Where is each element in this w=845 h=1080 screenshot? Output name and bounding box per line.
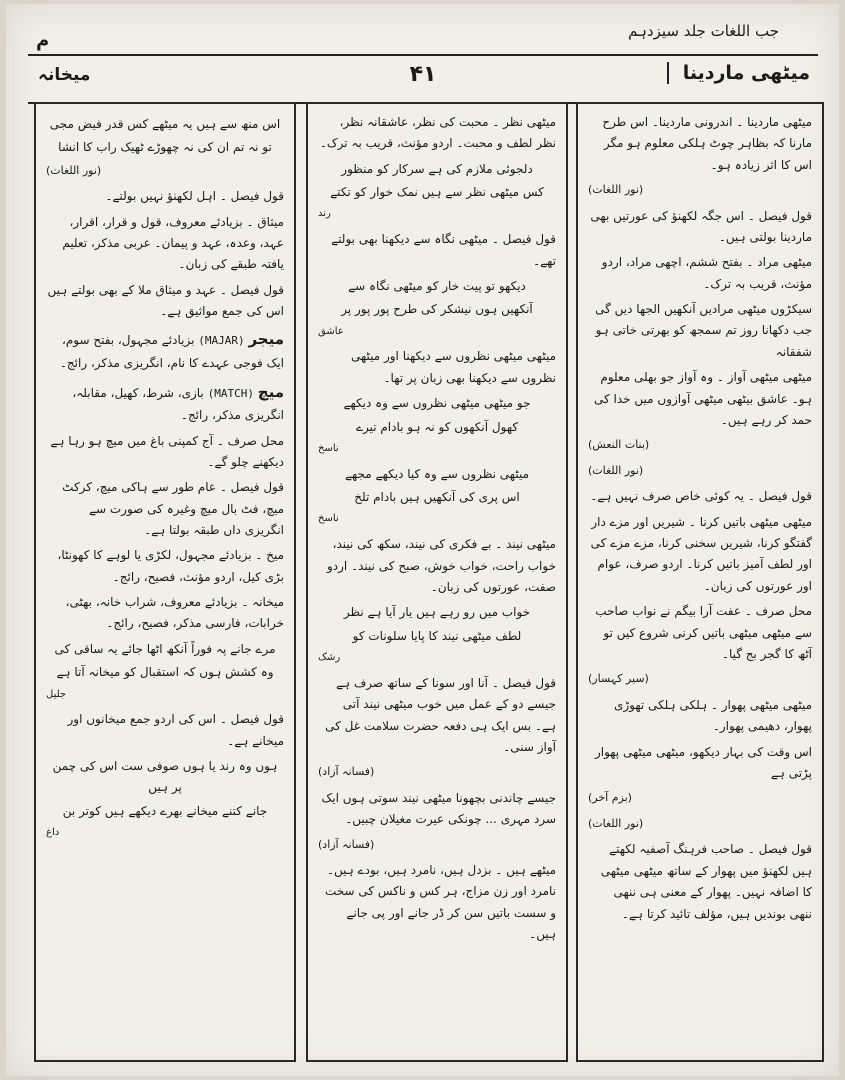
entry-paragraph: قول فیصل ۔ عہد و میثاق ملا کے بھی بولتے ہیں اس کی جمع مواثیق ہے۔ [47,282,284,319]
entry-text: بزیادئے مجہول، بفتح سوم، ایک فوجی عہدے کا نام، انگریزی مذکر، رائج۔ [59,333,284,371]
column-left [34,102,296,1062]
entry-paragraph: میٹھی نظر ۔ محبت کی نظر، عاشقانہ نظر، نظر لطف و محبت۔ اردو مؤنث، قریب بہ ترک۔ [319,115,556,151]
first-word-guide: میٹھی ماردینا [667,62,810,84]
verse-line: مرے جانے پہ فوراً آنکھ اٹھا جائے یہ ساقی کی [54,641,276,656]
entry-paragraph [46,326,284,374]
entry-paragraph: میخ ۔ بزیادئے مجہول، لکڑی یا لوہے کا کھونٹا، بڑی کیل، اردو مؤنث، فصیح، رائج۔ [57,548,284,584]
entry-paragraph: اس وقت کی بہار دیکھو، میٹھی میٹھی پھوار پڑتی ہے [594,744,812,780]
source-citation: (فسانہ آزاد) [318,837,375,851]
poet-tag: رند [318,208,331,220]
latin-transliteration: (MAJAR) [198,334,245,348]
entry-paragraph: قول فیصل ۔ آنا اور سونا کے ساتھ صرف ہے جیسے دو کے عمل میں خوب میٹھی نیند آتی ہے۔ بس ایک ہی دفعہ حضرت سلامت غل کی آواز سنی۔ [325,675,556,754]
page-number: ۴۱ [409,62,437,87]
entry-paragraph: قول فیصل ۔ میٹھی نگاہ سے دیکھنا بھی بولتے تھے۔ [331,232,556,268]
corner-mark: م [36,30,50,51]
entry-paragraph: میٹھی مراد ۔ بفتح ششم، اچھی مراد، اردو مؤنث، قریب بہ ترک۔ [601,255,812,291]
entry-paragraph: قول فیصل ۔ اس جگہ لکھنؤ کی عورتیں بھی ماردینا بولتی ہیں۔ [590,208,812,245]
poet-tag: ناسخ [318,513,339,525]
verse-line: تو نہ تم ان کی نہ چھوڑے ٹھیک راب کا انشا [58,140,272,155]
source-citation: (سیر کہسار) [588,672,649,686]
entry-paragraph: قول فیصل ۔ صاحب فرہنگ آصفیہ لکھتے ہیں لکھنؤ میں پھوار کے ساتھ میٹھی میٹھی کا اضافہ نہیں۔ پھوار کے معنی ہی ننھی ننھی بوندیں ہیں، مؤلف تائید کرتا ہے۔ [600,842,812,921]
source-citation: (بزم آخر) [588,791,632,805]
entry-paragraph: میٹھی ماردینا ۔ اندرونی ماردینا۔ اس طرح مارنا کہ بظاہر چوٹ ہلکی معلوم ہو مگر اس کا اثر زیادہ ہو۔ [602,115,812,172]
source-citation: (فسانہ آزاد) [318,765,375,779]
entry-paragraph: سیکڑوں میٹھی مرادیں آنکھیں الجھا دیں گی جب دکھانا روز تم سمجھ کو بھرتی خاتی ہو شفقانہ [595,302,812,359]
entry-paragraph: قول فیصل ۔ عام طور سے ہاکی میچ، کرکٹ میچ، فٹ بال میچ وغیرہ کی صورت سے انگریزی داں طبقہ بولتا ہے۔ [62,480,284,537]
poet-tag: ناسخ [318,442,339,454]
source-citation: (نور اللغات) [46,163,102,177]
entry-paragraph: قول فیصل ۔ اہل لکھنؤ نہیں بولتے۔ [105,189,284,204]
verse-line: جو میٹھی میٹھی نظروں سے وہ دیکھے [343,396,531,411]
verse-line: وہ کشش ہوں کہ استقبال کو میخانہ آتا ہے [56,665,274,680]
source-citation: (نور اللغات) [588,463,644,477]
latin-transliteration: (MATCH) [207,386,254,400]
entry-paragraph: میٹھی نیند ۔ بے فکری کی نیند، سکھ کی نیند، خواب راحت، خواب خوش، صبح کی نیند۔ اردو صفت، عورتوں کی زبان۔ [327,537,556,594]
dictionary-page [6,4,839,1076]
entry-paragraph: میٹھی میٹھی آواز ۔ وہ آواز جو بھلی معلوم ہو۔ عاشق بیٹھی میٹھی آوازوں میں خدا کی حمد کر رہے ہیں۔ [594,370,812,427]
column-middle [306,102,568,1062]
entry-paragraph: میٹھی میٹھی باتیں کرنا ۔ شیریں اور مزے دار گفتگو کرنا، شیریں سخنی کرنا، مزے مزے کی اور لطف آمیز باتیں کرنا۔ اردو صرف، عوام اور عورتوں کی زبان۔ [590,514,812,593]
entry-paragraph: محل صرف ۔ آج کمپنی باغ میں میچ ہو رہا ہے دیکھنے چلو گے۔ [50,433,284,469]
entry-paragraph [46,379,284,427]
entry-paragraph: میثاق ۔ بزیادئے معروف، قول و قرار، اقرار، عہد، وعدہ، عہد و پیمان۔ عربی مذکر، تعلیم یافتہ طبقے کی زبان۔ [62,214,284,272]
entry-paragraph: میٹھی میٹھی پھوار ۔ ہلکی ہلکی تھوڑی پھوار، دھیمی پھوار۔ [613,697,812,734]
verse-line: کھول آنکھوں کو نہ ہو بادام تیرے [355,419,519,434]
verse-line: خواب میں رو رہے ہیں یار آیا ہے نظر [343,605,531,620]
entry-text: بازی، شرط، کھیل، مقابلہ، انگریزی مذکر، رائج۔ [72,385,284,423]
entry-paragraph: میٹھے ہیں ۔ بزدل ہیں، نامرد ہیں، بودے ہیں۔ نامرد اور زن مزاج، ہر کس و ناکس کی سخت و سست باتیں سن کر ڈر جانے اور پی جانے ہیں۔ [324,863,556,942]
verse-line: اس پری کی آنکھیں ہیں بادام تلخ [354,490,520,505]
column-right [576,102,824,1062]
entry-paragraph: میٹھی میٹھی نظروں سے دیکھنا اور میٹھی نظروں سے دیکھنا بھی زبان پر تھا۔ [350,349,556,385]
entry-paragraph: قول فیصل ۔ یہ کوئی خاص صرف نہیں ہے۔ [590,489,812,504]
source-citation: (بنات النعش) [588,438,650,452]
entry-paragraph: میخانہ ۔ بزیادئے معروف، شراب خانہ، بھٹی، خرابات، فارسی مذکر، فصیح، رائج۔ [65,595,284,631]
headword: میچ [257,382,284,401]
verse-line: لطف میٹھی نیند کا پایا سلونات کو [352,628,522,643]
verse-line: اس منھ سے ہیں یہ میٹھے کس قدر فیض مجی [49,117,281,131]
entry-paragraph: قول فیصل ۔ اس کی اردو جمع میخانوں اور میخانے ہے۔ [67,712,284,748]
entry-paragraph: محل صرف ۔ عفت آرا بیگم نے نواب صاحب سے میٹھی میٹھی باتیں کرنی شروع کیں تو آٹھ کا گجر بج گیا۔ [595,604,812,661]
headword: میجر [248,330,284,349]
poet-tag: عاشق [318,325,344,337]
verse-line: کس میٹھی نظر سے ہیں نمک خوار کو تکتے [330,185,544,200]
verse-line: آنکھیں ہوں نیشکر کی طرح پور پور پر [341,302,533,317]
poet-tag: رشک [318,652,341,664]
last-word-guide: میخانہ [38,65,91,85]
verse-line: جانے کتنے میخانے بھرے دیکھے ہیں کوتر بن [62,803,268,818]
source-citation: (نور اللغات) [588,816,644,830]
verse-line: میٹھی نظروں سے وہ کیا دیکھے مجھے [344,466,529,481]
verse-line: دلجوئی ملازم کی ہے سرکار کو منظور [341,161,533,176]
verse-line: دیکھو تو پیت خار کو میٹھی نگاہ سے [348,278,526,293]
running-head: جب اللغات جلد سیزدہم [628,22,779,40]
source-citation: (نور اللغات) [588,183,644,197]
page-header-band [28,54,818,104]
poet-tag: جلیل [46,688,67,700]
verse-line: ہوں وہ رند یا ہوں صوفی ست اس کی چمن پر ہیں [52,759,278,795]
poet-tag: داغ [46,827,60,839]
entry-paragraph: جیسے چاندنی بچھونا میٹھی نیند سوتی ہوں ایک سرد مہری ... چونکی عیرت مغیلان چبیں۔ [321,790,556,827]
